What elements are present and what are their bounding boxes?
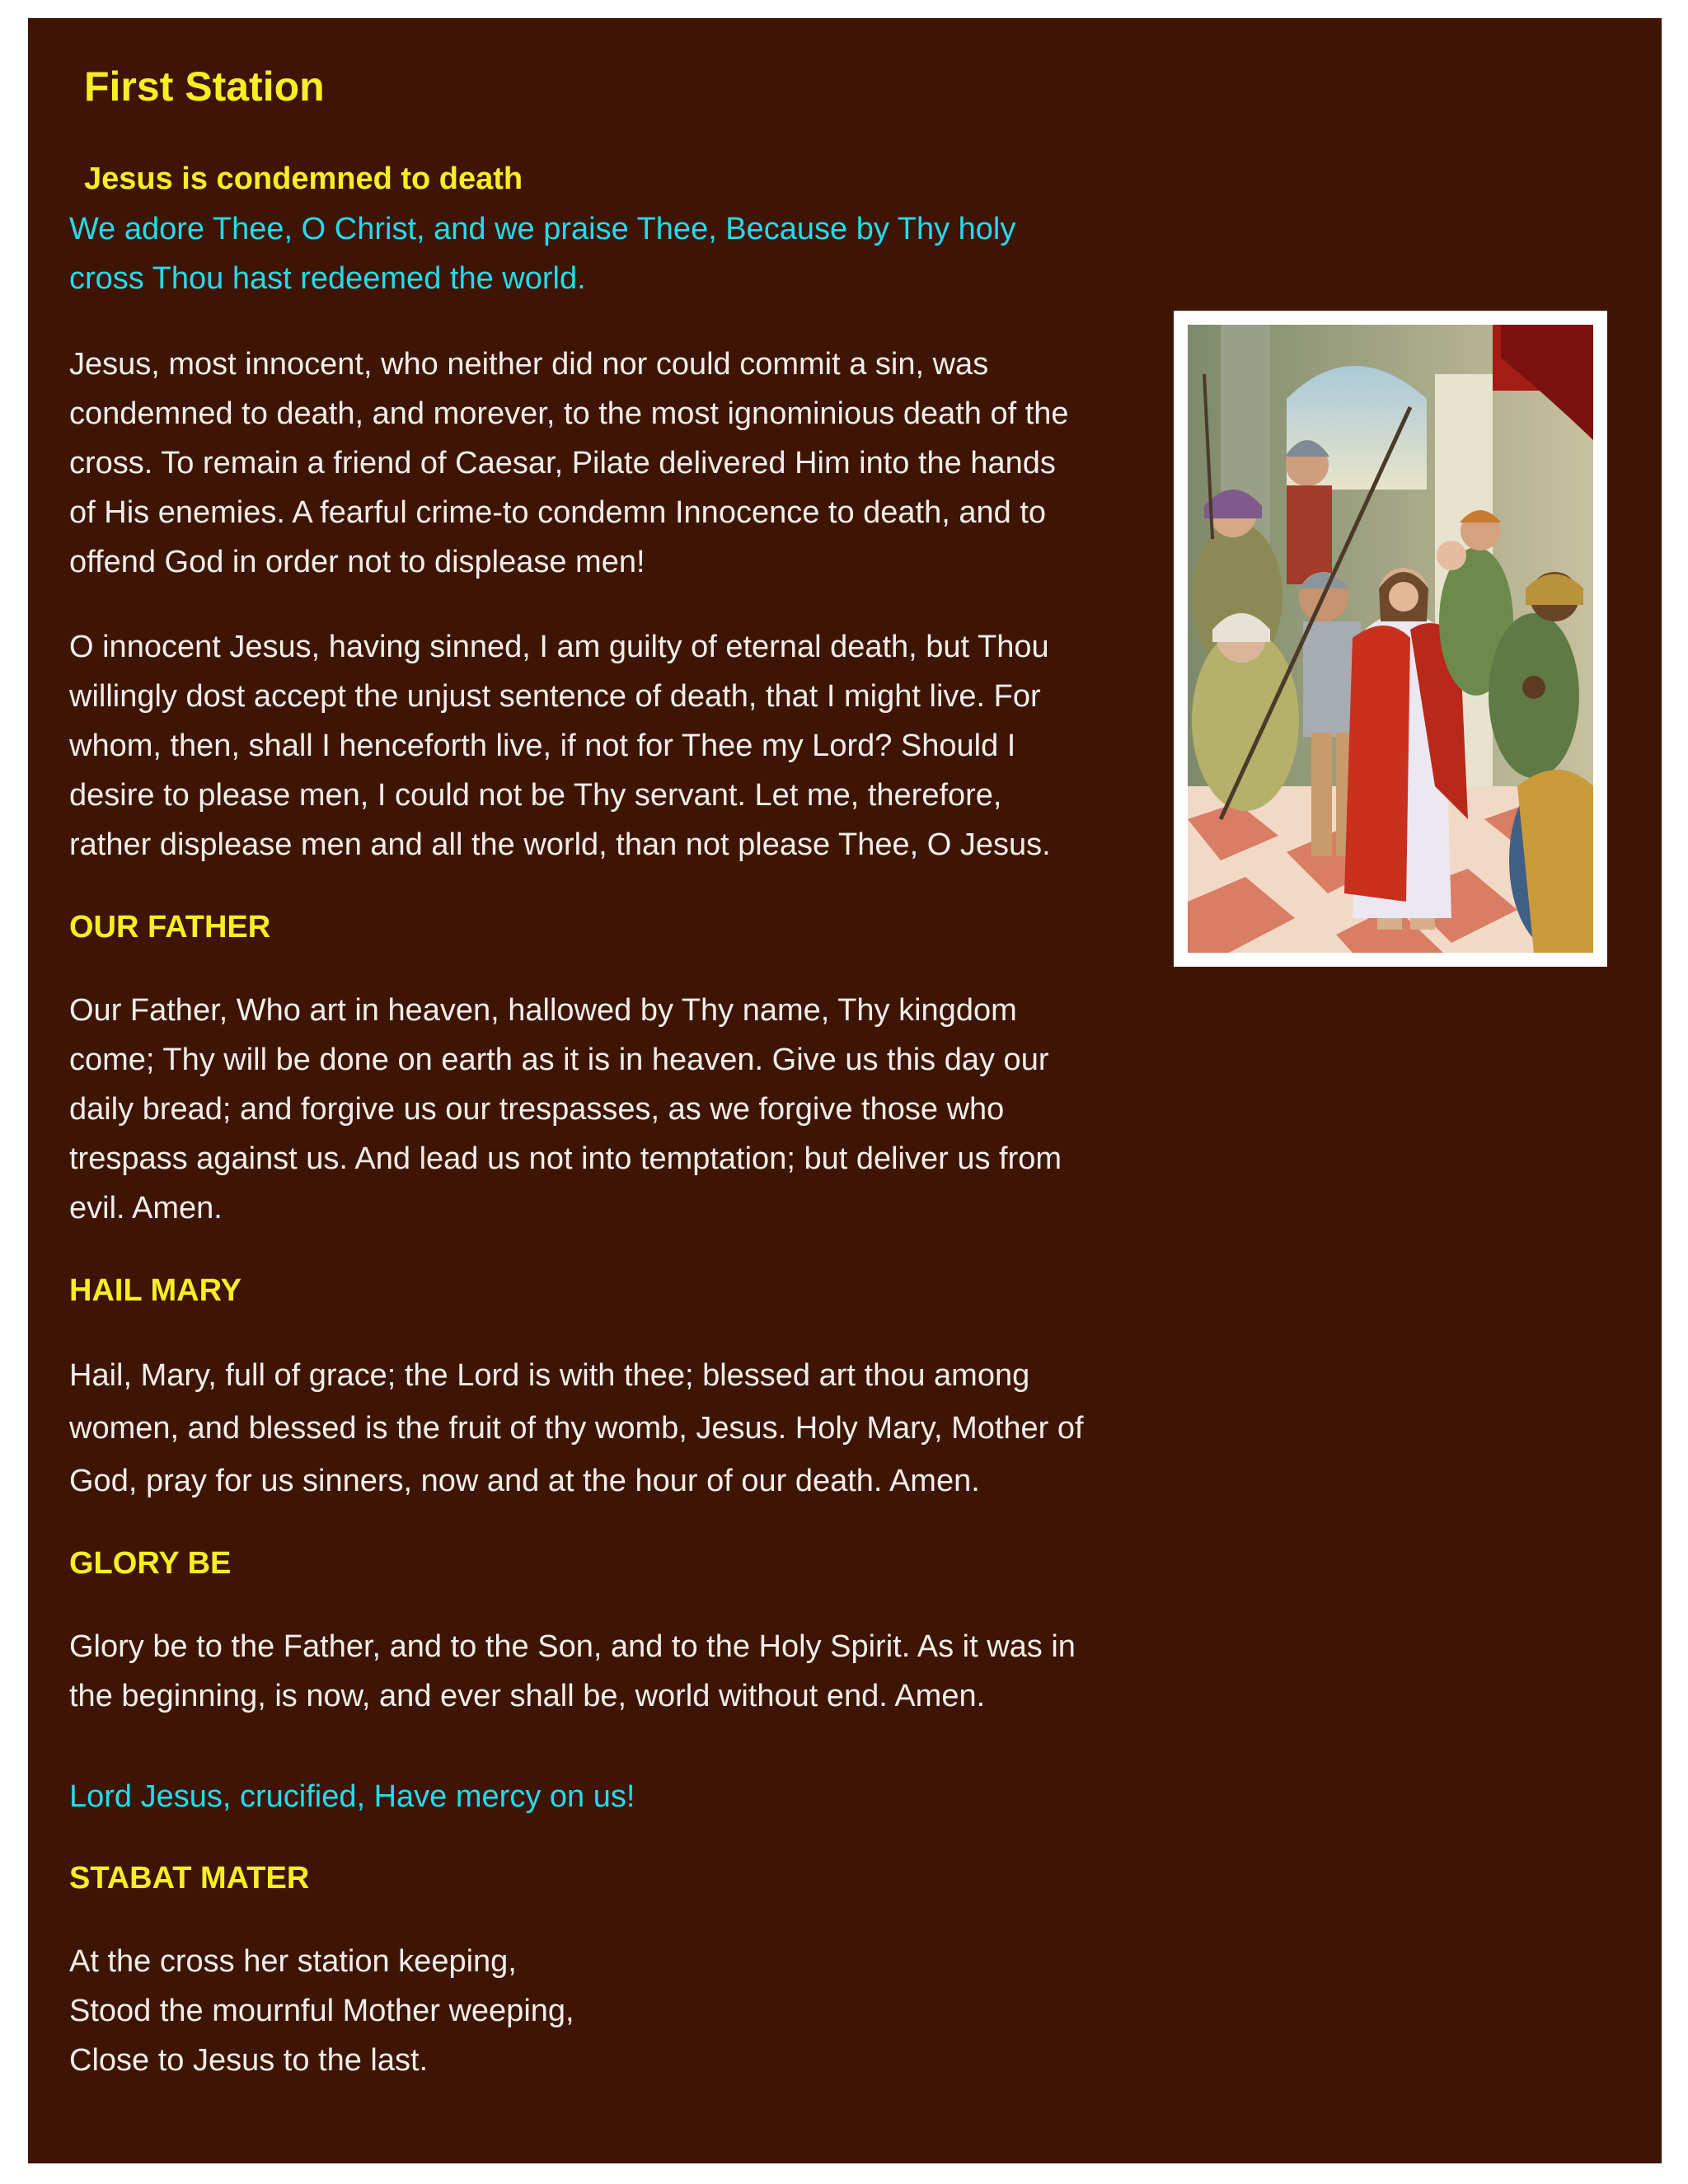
prayer-line: O innocent Jesus, having sinned, I am guilty of eternal death, but Thou	[69, 630, 1049, 664]
glory-be-line: Glory be to the Father, and to the Son, and to the Holy Spirit. As it was in	[69, 1629, 1076, 1664]
prayer-line: desire to please men, I could not be Thy servant. Let me, therefore,	[69, 778, 1002, 813]
prayer-paragraph	[69, 622, 1174, 869]
meditation-line: Jesus, most innocent, who neither did nor could commit a sin, was	[69, 347, 989, 382]
station-illustration	[1174, 311, 1607, 967]
stabat-mater-line: Stood the mournful Mother weeping,	[69, 1994, 574, 2028]
meditation-line: condemned to death, and morever, to the most ignominious death of the	[69, 396, 1069, 431]
page-panel	[28, 18, 1662, 2163]
mercy-line: Lord Jesus, crucified, Have mercy on us!	[69, 1779, 635, 1814]
our-father-line: come; Thy will be done on earth as it is in heaven. Give us this day our	[69, 1043, 1049, 1077]
meditation-line: offend God in order not to displease men!	[69, 545, 645, 579]
meditation-line: cross. To remain a friend of Caesar, Pilate delivered Him into the hands	[69, 446, 1056, 480]
hail-mary-line: God, pray for us sinners, now and at the hour of our death. Amen.	[69, 1464, 980, 1498]
station-subtitle: Jesus is condemned to death	[84, 162, 523, 196]
adoration-verse	[69, 204, 1174, 303]
prayer-line: willingly dost accept the unjust sentence of death, that I might live. For	[69, 679, 1041, 714]
glory-be-heading: GLORY BE	[69, 1546, 232, 1581]
stabat-mater-verse	[69, 1937, 1174, 2085]
stabat-mater-line: At the cross her station keeping,	[69, 1944, 517, 1979]
prayer-line: rather displease men and all the world, than not please Thee, O Jesus.	[69, 827, 1051, 862]
our-father-paragraph	[69, 986, 1174, 1233]
adoration-line: We adore Thee, O Christ, and we praise Thee, Because by Thy holy	[69, 212, 1016, 246]
glory-be-paragraph	[69, 1622, 1174, 1721]
stabat-mater-heading: STABAT MATER	[69, 1861, 310, 1896]
jesus-condemned-painting	[1188, 325, 1593, 953]
hail-mary-line: Hail, Mary, full of grace; the Lord is with thee; blessed art thou among	[69, 1358, 1030, 1393]
meditation-paragraph	[69, 340, 1174, 587]
adoration-line: cross Thou hast redeemed the world.	[69, 261, 586, 296]
our-father-line: Our Father, Who art in heaven, hallowed by Thy name, Thy kingdom	[69, 993, 1017, 1028]
hail-mary-heading: HAIL MARY	[69, 1273, 241, 1308]
meditation-line: of His enemies. A fearful crime-to condemn Innocence to death, and to	[69, 495, 1047, 530]
our-father-line: evil. Amen.	[69, 1191, 223, 1226]
page-title: First Station	[84, 63, 325, 110]
hail-mary-line: women, and blessed is the fruit of thy womb, Jesus. Holy Mary, Mother of	[69, 1411, 1084, 1446]
our-father-line: trespass against us. And lead us not into temptation; but deliver us from	[69, 1141, 1062, 1176]
glory-be-line: the beginning, is now, and ever shall be, world without end. Amen.	[69, 1679, 986, 1713]
stabat-mater-line: Close to Jesus to the last.	[69, 2043, 429, 2078]
hail-mary-paragraph	[69, 1349, 1174, 1507]
our-father-heading: OUR FATHER	[69, 910, 271, 944]
prayer-line: whom, then, shall I henceforth live, if not for Thee my Lord? Should I	[69, 729, 1016, 763]
our-father-line: daily bread; and forgive us our trespasses, as we forgive those who	[69, 1092, 1005, 1127]
